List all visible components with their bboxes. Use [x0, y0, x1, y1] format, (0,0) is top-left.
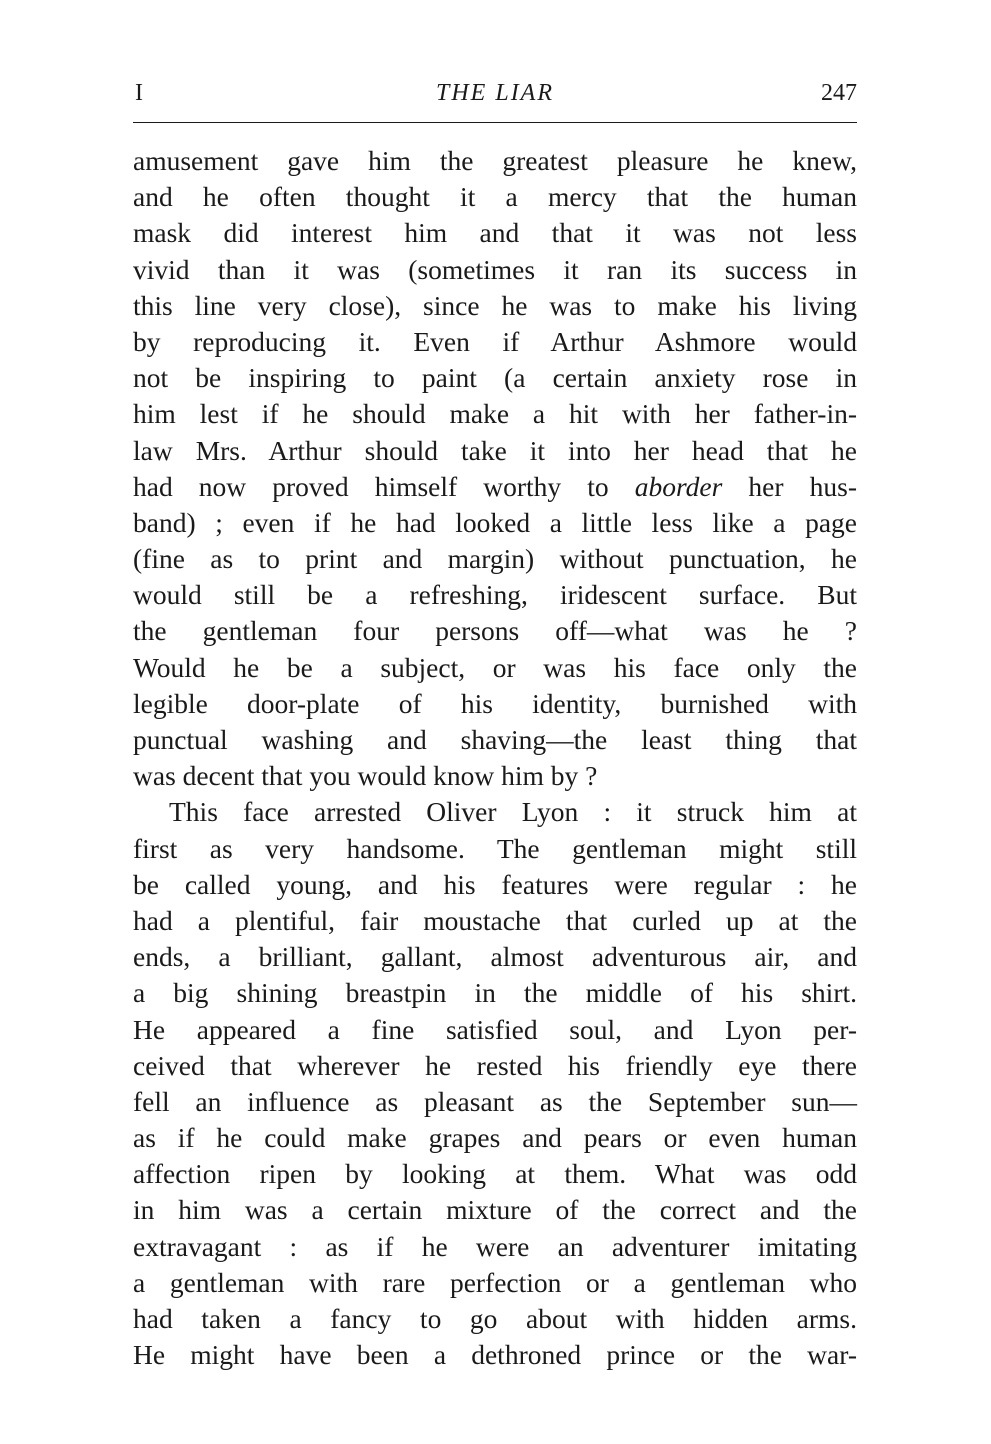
text-line: him lest if he should make a hit with her father-in- — [133, 398, 857, 430]
text-line: ceived that wherever he rested his friendly eye there — [133, 1049, 857, 1081]
body-text — [133, 143, 857, 1373]
text-line: the gentleman four persons off—what was he ? — [133, 615, 857, 647]
text-line: not be inspiring to paint (a certain anxiety rose in — [133, 362, 857, 394]
text-line: extravagant : as if he were an adventurer imitating — [133, 1230, 857, 1262]
text-line: He might have been a dethroned prince or the war- — [133, 1339, 857, 1371]
page-number: 247 — [821, 80, 857, 106]
text-line: affection ripen by looking at them. What was odd — [133, 1158, 857, 1190]
text-line: first as very handsome. The gentleman might still — [133, 832, 857, 864]
text-line: (fine as to print and margin) without punctuation, he — [133, 543, 857, 575]
page-header — [133, 76, 857, 110]
text-line: ends, a brilliant, gallant, almost adventurous air, and — [133, 941, 857, 973]
text-line: a big shining breastpin in the middle of his shirt. — [133, 977, 857, 1009]
text-line-with-italic: had now proved himself worthy to aborder her hus- — [133, 470, 857, 502]
text-line: would still be a refreshing, iridescent surface. But — [133, 579, 857, 611]
text-line: as if he could make grapes and pears or even human — [133, 1122, 857, 1154]
italic-word: aborder — [634, 470, 723, 502]
header-rule — [133, 122, 857, 123]
text-line: law Mrs. Arthur should take it into her head that he — [133, 434, 857, 466]
text-line: this line very close), since he was to make his living — [133, 289, 857, 321]
text-line: fell an influence as pleasant as the September sun— — [133, 1085, 857, 1117]
text-line: and he often thought it a mercy that the human — [133, 181, 857, 213]
text-line: band) ; even if he had looked a little less like a page — [133, 506, 857, 538]
text-line: was decent that you would know him by ? — [133, 760, 598, 792]
text-line: This face arrested Oliver Lyon : it struck him at — [169, 796, 857, 828]
text-line: had taken a fancy to go about with hidden arms. — [133, 1303, 857, 1334]
text-line: He appeared a fine satisfied soul, and Lyon per- — [133, 1013, 857, 1045]
text-line: had a plentiful, fair moustache that curled up at the — [133, 904, 857, 936]
text-line: a gentleman with rare perfection or a gentleman who — [133, 1266, 857, 1298]
text-line: vivid than it was (sometimes it ran its success in — [133, 253, 857, 285]
text-line: Would he be a subject, or was his face only the — [133, 651, 857, 683]
signature-mark: I — [135, 80, 143, 106]
text-line: legible door-plate of his identity, burnished with — [133, 687, 857, 719]
text-line: be called young, and his features were regular : he — [133, 868, 857, 900]
text-line: in him was a certain mixture of the correct and the — [133, 1194, 857, 1226]
text-line: by reproducing it. Even if Arthur Ashmore would — [133, 325, 857, 357]
running-title: THE LIAR — [436, 80, 554, 106]
text-line: mask did interest him and that it was not less — [133, 217, 857, 249]
text-line: amusement gave him the greatest pleasure he knew, — [133, 145, 857, 176]
text-line: punctual washing and shaving—the least thing that — [133, 724, 857, 755]
